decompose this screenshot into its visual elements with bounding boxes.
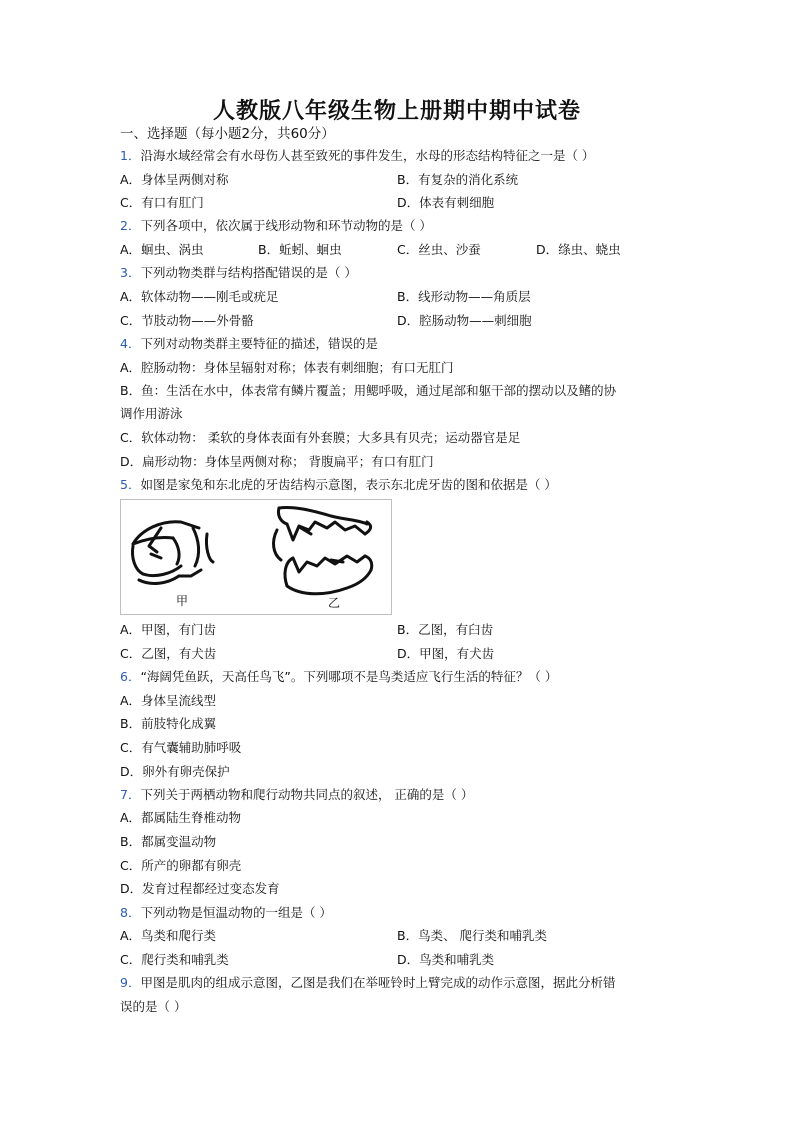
question-7 <box>120 786 473 804</box>
option-c: C．有口有肛门 <box>120 195 204 210</box>
question-2 <box>120 217 432 235</box>
page-title: 人教版八年级生物上册期中期中试卷 <box>212 98 581 124</box>
option-d: D．发育过程都经过变态发育 <box>120 881 280 896</box>
question-number: 4． <box>120 336 141 351</box>
option-d: D．卵外有卵壳保护 <box>120 764 230 779</box>
question-number: 9． <box>120 975 141 990</box>
option-c: C．乙图，有犬齿 <box>120 646 217 661</box>
question-text: 下列动物类群与结构搭配错误的是（ ） <box>140 265 357 280</box>
option-d: D．鸟类和哺乳类 <box>397 952 495 967</box>
question-number: 8． <box>120 905 141 920</box>
question-text: 下列关于两栖动物和爬行动物共同点的叙述， 正确的是（ ） <box>140 787 474 802</box>
teeth-figure <box>120 499 392 615</box>
option-d: D．甲图，有犬齿 <box>397 646 495 661</box>
option-b: B．乙图，有臼齿 <box>397 622 494 637</box>
option-b: B．前肢特化成翼 <box>120 716 217 731</box>
option-c: C．所产的卵都有卵壳 <box>120 858 242 873</box>
tiger-skull-drawing <box>274 507 372 593</box>
question-text: 下列对动物类群主要特征的描述，错误的是 <box>140 336 378 351</box>
option-a: A．身体呈流线型 <box>120 693 217 708</box>
option-b: B．蚯蚓、蛔虫 <box>258 242 342 257</box>
option-d: D．腔肠动物——刺细胞 <box>397 313 532 328</box>
question-3 <box>120 264 357 282</box>
option-c: C．节肢动物——外骨骼 <box>120 313 254 328</box>
question-9-continued: 误的是（ ） <box>120 999 187 1014</box>
question-number: 3． <box>120 265 141 280</box>
question-number: 6． <box>120 669 141 684</box>
option-b: B．鱼：生活在水中，体表常有鳞片覆盖；用鳃呼吸，通过尾部和躯干部的摆动以及鳍的协 <box>120 383 617 398</box>
teeth-diagram <box>121 500 391 614</box>
figure-label-right: 乙 <box>328 596 341 610</box>
question-number: 1． <box>120 148 141 163</box>
option-b-continued: 调作用游泳 <box>120 406 183 421</box>
option-b: B．有复杂的消化系统 <box>397 172 519 187</box>
question-text: 下列动物是恒温动物的一组是（ ） <box>140 905 332 920</box>
question-number: 7． <box>120 787 141 802</box>
question-1 <box>120 147 594 165</box>
option-a: A．鸟类和爬行类 <box>120 928 217 943</box>
option-a: A．甲图，有门齿 <box>120 622 217 637</box>
option-b: B．鸟类、 爬行类和哺乳类 <box>397 928 548 943</box>
question-text: 沿海水域经常会有水母伤人甚至致死的事件发生，水母的形态结构特征之一是（ ） <box>140 148 595 163</box>
option-a: A．都属陆生脊椎动物 <box>120 810 242 825</box>
question-8 <box>120 904 332 922</box>
question-number: 5． <box>120 477 141 492</box>
option-a: A．软体动物——刚毛或疣足 <box>120 289 279 304</box>
figure-label-left: 甲 <box>176 594 189 608</box>
option-c: C．爬行类和哺乳类 <box>120 952 229 967</box>
question-text: 甲图是肌肉的组成示意图，乙图是我们在举哑铃时上臂完成的动作示意图，据此分析错 <box>140 975 616 990</box>
option-d: D．体表有刺细胞 <box>397 195 495 210</box>
option-a: A．身体呈两侧对称 <box>120 172 229 187</box>
question-text: 下列各项中，依次属于线形动物和环节动物的是（ ） <box>140 218 432 233</box>
question-text: “海阔凭鱼跃，天高任鸟飞”。下列哪项不是鸟类适应飞行生活的特征？（ ） <box>140 669 558 684</box>
section-heading: 一、选择题（每小题2分，共60分） <box>120 126 335 142</box>
question-number: 2． <box>120 218 141 233</box>
option-a: A．腔肠动物：身体呈辐射对称；体表有刺细胞；有口无肛门 <box>120 360 454 375</box>
question-text: 如图是家兔和东北虎的牙齿结构示意图，表示东北虎牙齿的图和依据是（ ） <box>140 477 557 492</box>
question-5 <box>120 476 557 494</box>
option-a: A．蛔虫、涡虫 <box>120 242 204 257</box>
question-9 <box>120 974 615 992</box>
option-d: D．扁形动物：身体呈两侧对称； 背腹扁平；有口有肛门 <box>120 454 434 469</box>
option-c: C．有气囊辅助肺呼吸 <box>120 740 242 755</box>
option-d: D．绦虫、蛲虫 <box>536 242 621 257</box>
option-c: C．丝虫、沙蚕 <box>397 242 481 257</box>
question-4 <box>120 335 378 353</box>
question-6 <box>120 668 557 686</box>
option-b: B．都属变温动物 <box>120 834 217 849</box>
option-c: C．软体动物： 柔软的身体表面有外套膜；大多具有贝壳；运动器官是足 <box>120 430 521 445</box>
rabbit-skull-drawing <box>132 522 213 584</box>
option-b: B．线形动物——角质层 <box>397 289 531 304</box>
